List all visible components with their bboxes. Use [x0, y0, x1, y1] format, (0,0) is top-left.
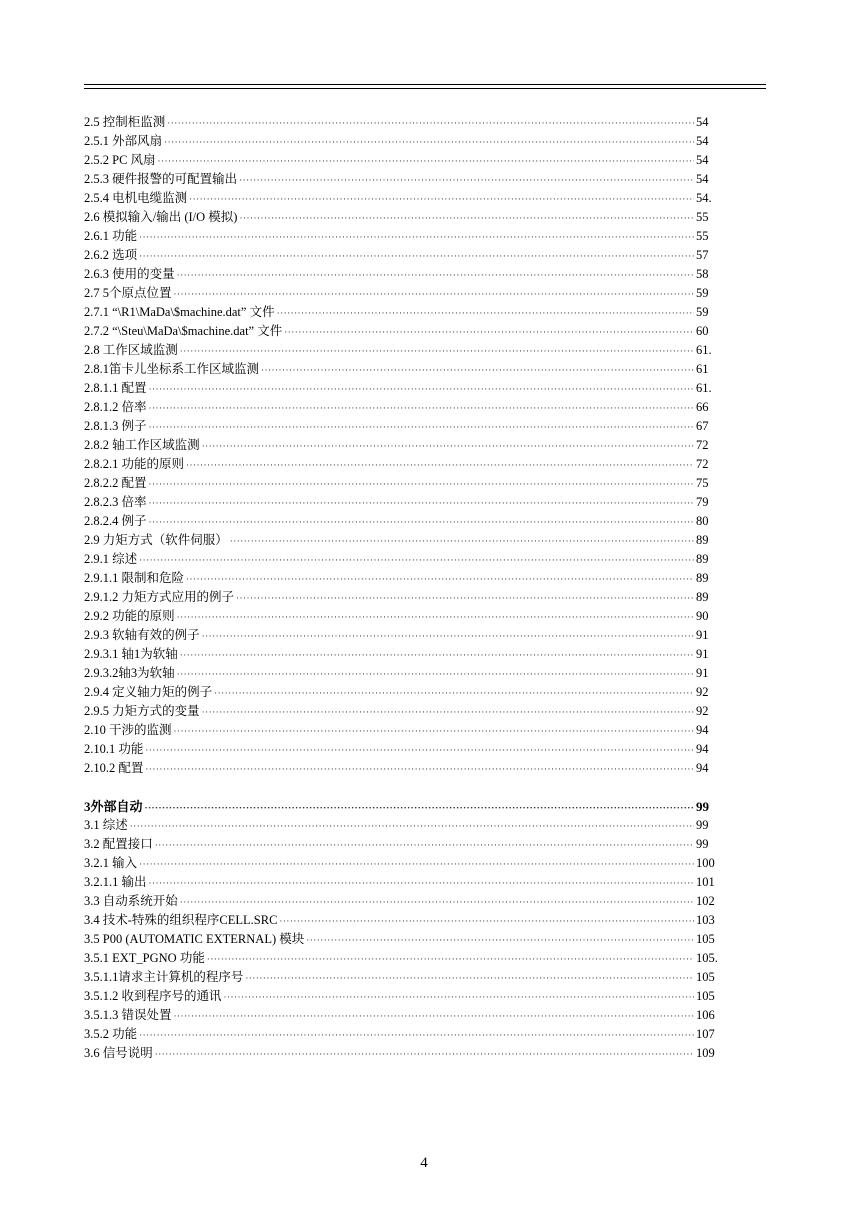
dot-leader — [180, 893, 694, 912]
toc-entry-page: 99 — [696, 818, 709, 832]
toc-entry[interactable] — [84, 930, 718, 949]
toc-entry[interactable] — [84, 265, 718, 284]
toc-entry-title: 2.9.1.2 力矩方式应用的例子 — [84, 590, 235, 604]
toc-entry-title: 2.8.2.3 倍率 — [84, 495, 147, 509]
dot-leader — [214, 684, 694, 703]
toc-entry-title: 2.8.1.2 倍率 — [84, 400, 147, 414]
dot-leader — [189, 190, 694, 209]
dot-leader — [174, 1007, 694, 1026]
toc-entry-title: 2.10 干涉的监测 — [84, 723, 172, 737]
toc-entry-page: 107 — [696, 1027, 715, 1041]
toc-entry-page: 109 — [696, 1046, 715, 1060]
toc-entry-title: 2.8.1.3 例子 — [84, 419, 147, 433]
toc-entry-page: 92 — [696, 685, 709, 699]
toc-entry[interactable] — [84, 607, 718, 626]
toc-entry-page: 54 — [696, 153, 709, 167]
toc-entry-title: 3.5.1.3 错误处置 — [84, 1008, 172, 1022]
toc-entry-title: 2.5.2 PC 风扇 — [84, 153, 156, 167]
toc-entry-title: 2.8.1笛卡儿坐标系工作区域监测 — [84, 362, 260, 376]
toc-entry-title: 2.9 力矩方式（软件伺服） — [84, 533, 228, 547]
dot-leader — [149, 513, 694, 532]
toc-entry-page: 89 — [696, 552, 709, 566]
toc-entry-page: 54 — [696, 115, 709, 129]
dot-leader — [180, 646, 694, 665]
toc-entry-page: 61. — [696, 343, 712, 357]
dot-leader — [202, 627, 694, 646]
toc-entry[interactable] — [84, 797, 718, 816]
dot-leader — [145, 760, 694, 779]
toc-entry-title: 2.9.3 软轴有效的例子 — [84, 628, 200, 642]
dot-leader — [284, 323, 694, 342]
toc-entry-page: 105 — [696, 932, 715, 946]
dot-leader — [139, 228, 694, 247]
page-number: 4 — [420, 1155, 428, 1171]
toc-entry-page: 61. — [696, 381, 712, 395]
toc-entry-title: 3.5.1.1请求主计算机的程序号 — [84, 970, 244, 984]
toc-entry-page: 106 — [696, 1008, 715, 1022]
toc-entry-page: 91 — [696, 628, 709, 642]
toc-entry-title: 2.8 工作区域监测 — [84, 343, 178, 357]
toc-entry-page: 89 — [696, 590, 709, 604]
toc-entry-title: 2.7.1 “\R1\MaDa\$machine.dat” 文件 — [84, 305, 275, 319]
dot-leader — [180, 342, 694, 361]
toc-entry-page: 57 — [696, 248, 709, 262]
dot-leader — [174, 722, 694, 741]
header-rule-thick — [84, 84, 766, 85]
toc-entry[interactable] — [84, 417, 718, 436]
toc-entry-page: 94 — [696, 761, 709, 775]
toc-entry-title: 3.5.1 EXT_PGNO 功能 — [84, 951, 205, 965]
toc-entry-page: 89 — [696, 571, 709, 585]
toc-entry-title: 2.7 5个原点位置 — [84, 286, 172, 300]
toc-entry[interactable] — [84, 379, 718, 398]
toc-entry[interactable] — [84, 170, 718, 189]
dot-leader — [164, 133, 694, 152]
toc-spacer — [84, 778, 718, 797]
toc-entry[interactable] — [84, 246, 718, 265]
toc-entry-title: 2.7.2 “\Steu\MaDa\$machine.dat” 文件 — [84, 324, 283, 338]
toc-entry[interactable] — [84, 835, 718, 854]
toc-entry[interactable] — [84, 721, 718, 740]
dot-leader — [167, 114, 694, 133]
toc-entry-title: 2.5.1 外部风扇 — [84, 134, 163, 148]
toc-entry[interactable] — [84, 493, 718, 512]
toc-entry-title: 2.9.1 综述 — [84, 552, 138, 566]
toc-entry[interactable] — [84, 322, 718, 341]
toc-entry[interactable] — [84, 341, 718, 360]
toc-entry-page: 60 — [696, 324, 709, 338]
toc-entry[interactable] — [84, 854, 718, 873]
toc-entry[interactable] — [84, 645, 718, 664]
toc-entry[interactable] — [84, 683, 718, 702]
toc-entry-page: 94 — [696, 723, 709, 737]
toc-entry-page: 91 — [696, 647, 709, 661]
toc-entry[interactable] — [84, 664, 718, 683]
toc-entry[interactable] — [84, 398, 718, 417]
toc-entry[interactable] — [84, 474, 718, 493]
toc-entry[interactable] — [84, 968, 718, 987]
toc-entry-title: 3.5 P00 (AUTOMATIC EXTERNAL) 模块 — [84, 932, 305, 946]
toc-entry-title: 2.9.1.1 限制和危险 — [84, 571, 185, 585]
toc-entry[interactable] — [84, 949, 718, 968]
toc-entry-page: 102 — [696, 894, 715, 908]
toc-entry-title: 3.5.2 功能 — [84, 1027, 138, 1041]
toc-entry-title: 2.9.3.2轴3为软轴 — [84, 666, 175, 680]
toc-entry-title: 2.6 模拟输入/输出 (I/O 模拟) — [84, 210, 238, 224]
toc-entry[interactable] — [84, 360, 718, 379]
toc-entry-page: 55 — [696, 229, 709, 243]
toc-entry-page: 101 — [696, 875, 715, 889]
toc-entry-title: 2.8.2.2 配置 — [84, 476, 147, 490]
dot-leader — [261, 361, 694, 380]
toc-entry-title: 2.6.2 选项 — [84, 248, 138, 262]
toc-entry-page: 59 — [696, 305, 709, 319]
toc-entry[interactable] — [84, 892, 718, 911]
toc-section-3 — [84, 797, 718, 1063]
toc-entry-page: 99 — [696, 837, 709, 851]
dot-leader — [245, 969, 694, 988]
toc-entry-page: 79 — [696, 495, 709, 509]
toc-entry-title: 2.6.3 使用的变量 — [84, 267, 175, 281]
toc-entry[interactable] — [84, 702, 718, 721]
toc-entry-title: 2.8.2 轴工作区域监测 — [84, 438, 200, 452]
toc-entry-page: 103 — [696, 913, 715, 927]
toc-entry-page: 99 — [696, 799, 709, 814]
toc-entry-page: 54. — [696, 191, 712, 205]
dot-leader — [239, 209, 694, 228]
toc-entry-title: 3.2.1 输入 — [84, 856, 138, 870]
dot-leader — [139, 855, 694, 874]
toc-entry-title: 2.5.3 硬件报警的可配置输出 — [84, 172, 238, 186]
dot-leader — [155, 836, 694, 855]
dot-leader — [139, 1026, 694, 1045]
dot-leader — [186, 456, 694, 475]
toc-entry-page: 66 — [696, 400, 709, 414]
toc-entry-title: 2.6.1 功能 — [84, 229, 138, 243]
toc-entry[interactable] — [84, 132, 718, 151]
dot-leader — [177, 266, 694, 285]
dot-leader — [186, 570, 694, 589]
dot-leader — [149, 380, 694, 399]
dot-leader — [224, 988, 694, 1007]
toc-entry-page: 105 — [696, 970, 715, 984]
toc-entry[interactable] — [84, 227, 718, 246]
toc-entry-page: 100 — [696, 856, 715, 870]
toc-entry[interactable] — [84, 531, 718, 550]
dot-leader — [202, 703, 694, 722]
toc-entry-page: 105 — [696, 989, 715, 1003]
toc-entry[interactable] — [84, 151, 718, 170]
toc-entry-page: 92 — [696, 704, 709, 718]
toc-entry-page: 105. — [696, 951, 718, 965]
dot-leader — [236, 589, 694, 608]
toc-entry[interactable] — [84, 436, 718, 455]
toc-entry[interactable] — [84, 588, 718, 607]
toc-entry[interactable] — [84, 303, 718, 322]
dot-leader — [277, 304, 694, 323]
toc-entry[interactable] — [84, 626, 718, 645]
toc-entry-page: 90 — [696, 609, 709, 623]
toc-entry-page: 58 — [696, 267, 709, 281]
dot-leader — [239, 171, 694, 190]
toc-entry-page: 67 — [696, 419, 709, 433]
toc-entry-title: 2.5 控制柜监测 — [84, 115, 166, 129]
toc-entry-title: 2.10.1 功能 — [84, 742, 144, 756]
toc-entry-title: 3.5.1.2 收到程序号的通讯 — [84, 989, 222, 1003]
dot-leader — [207, 950, 694, 969]
dot-leader — [149, 494, 694, 513]
dot-leader — [279, 912, 694, 931]
dot-leader — [130, 817, 694, 836]
toc-entry-page: 94 — [696, 742, 709, 756]
dot-leader — [145, 799, 694, 818]
toc-entry-title: 3.4 技术-特殊的组织程序CELL.SRC — [84, 913, 278, 927]
toc-entry-title: 2.8.2.1 功能的原则 — [84, 457, 185, 471]
toc-entry[interactable] — [84, 1044, 718, 1063]
dot-leader — [155, 1045, 694, 1064]
toc-entry-title: 3.1 综述 — [84, 818, 128, 832]
dot-leader — [230, 532, 694, 551]
toc-entry-title: 3.6 信号说明 — [84, 1046, 153, 1060]
toc-entry[interactable] — [84, 740, 718, 759]
toc-entry[interactable] — [84, 284, 718, 303]
toc-entry-title: 3.2.1.1 输出 — [84, 875, 147, 889]
toc-entry-title: 2.5.4 电机电缆监测 — [84, 191, 188, 205]
toc-entry[interactable] — [84, 1006, 718, 1025]
header-rule-thin — [84, 88, 766, 89]
toc-entry-title: 3.3 自动系统开始 — [84, 894, 178, 908]
dot-leader — [158, 152, 694, 171]
toc-entry-page: 54 — [696, 172, 709, 186]
toc-entry[interactable] — [84, 512, 718, 531]
dot-leader — [177, 608, 694, 627]
toc-entry-title: 2.8.1.1 配置 — [84, 381, 147, 395]
toc-entry[interactable] — [84, 113, 718, 132]
toc-entry[interactable] — [84, 911, 718, 930]
toc-entry[interactable] — [84, 816, 718, 835]
toc-entry-title: 2.9.2 功能的原则 — [84, 609, 175, 623]
toc-entry-title: 2.9.4 定义轴力矩的例子 — [84, 685, 213, 699]
toc-entry-page: 59 — [696, 286, 709, 300]
dot-leader — [145, 741, 694, 760]
toc-entry[interactable] — [84, 208, 718, 227]
toc-entry-title: 3.2 配置接口 — [84, 837, 153, 851]
toc-entry[interactable] — [84, 569, 718, 588]
toc-entry-title: 2.10.2 配置 — [84, 761, 144, 775]
toc-entry-page: 54 — [696, 134, 709, 148]
toc-entry[interactable] — [84, 759, 718, 778]
toc-entry[interactable] — [84, 1025, 718, 1044]
dot-leader — [177, 665, 694, 684]
dot-leader — [149, 874, 694, 893]
toc-entry-title: 2.9.5 力矩方式的变量 — [84, 704, 200, 718]
toc-entry-page: 55 — [696, 210, 709, 224]
toc-section-2 — [84, 113, 718, 778]
toc-entry[interactable] — [84, 873, 718, 892]
toc-entry[interactable] — [84, 550, 718, 569]
toc-entry-title: 2.9.3.1 轴1为软轴 — [84, 647, 178, 661]
dot-leader — [306, 931, 694, 950]
toc-entry-page: 80 — [696, 514, 709, 528]
toc-entry[interactable] — [84, 987, 718, 1006]
dot-leader — [139, 247, 694, 266]
toc-entry-page: 89 — [696, 533, 709, 547]
dot-leader — [149, 399, 694, 418]
toc-entry-page: 72 — [696, 457, 709, 471]
dot-leader — [149, 475, 694, 494]
toc-entry[interactable] — [84, 455, 718, 474]
dot-leader — [174, 285, 694, 304]
toc-entry-page: 72 — [696, 438, 709, 452]
toc-entry-page: 61 — [696, 362, 709, 376]
toc-entry-title: 2.8.2.4 例子 — [84, 514, 147, 528]
toc-entry-page: 91 — [696, 666, 709, 680]
dot-leader — [139, 551, 694, 570]
table-of-contents — [84, 113, 718, 1063]
toc-entry[interactable] — [84, 189, 718, 208]
toc-entry-title: 3外部自动 — [84, 799, 143, 814]
dot-leader — [202, 437, 694, 456]
toc-entry-page: 75 — [696, 476, 709, 490]
dot-leader — [149, 418, 694, 437]
